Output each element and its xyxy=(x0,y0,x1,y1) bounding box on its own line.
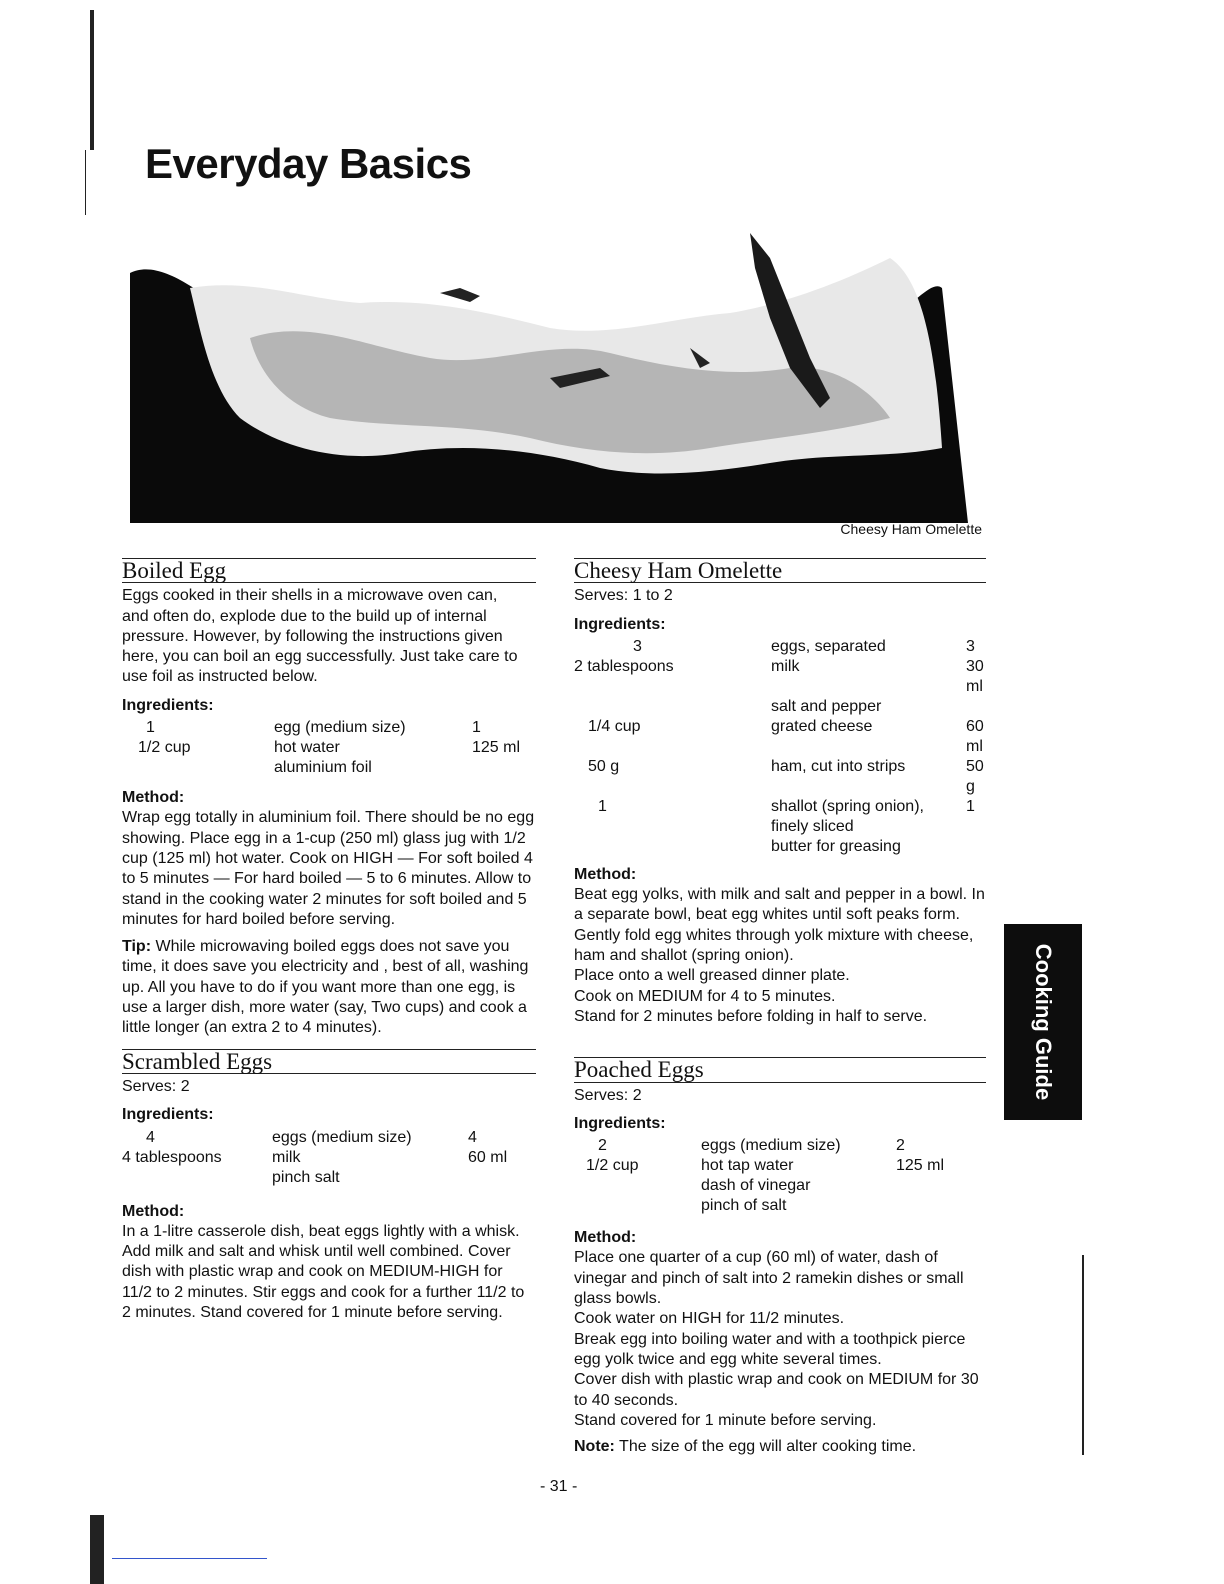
ingredient-row xyxy=(574,657,986,697)
boiled-egg-title: Boiled Egg xyxy=(122,558,227,583)
scan-edge-mark xyxy=(90,10,94,150)
ingredient-row xyxy=(574,1196,944,1216)
ingredient-qty: 1 xyxy=(598,797,607,815)
ingredient-qty: 1/2 cup xyxy=(586,1157,639,1175)
ingredient-row xyxy=(574,1156,944,1176)
ingredient-item: hot tap water xyxy=(701,1157,794,1175)
ingredient-qty xyxy=(574,1196,701,1216)
ingredient-row xyxy=(574,637,986,657)
scan-edge-mark xyxy=(85,150,86,215)
ingredient-metric xyxy=(966,837,986,857)
omelette-method-line: Beat egg yolks, with milk and salt and pepper in a bowl. In a separate bowl, beat egg whites until soft peaks form. Gently fold egg whites through yolk mixture with cheese, ham and shallot (spring onion). xyxy=(574,886,985,965)
ingredients-label: Ingredients: xyxy=(574,1114,666,1132)
ingredient-qty: 2 tablespoons xyxy=(574,657,674,675)
ingredient-qty: 1/4 cup xyxy=(588,717,641,735)
method-label: Method: xyxy=(122,1202,185,1220)
ingredient-row xyxy=(574,837,986,857)
method-label: Method: xyxy=(122,789,185,807)
ingredient-metric: 30 ml xyxy=(966,657,984,695)
poached-serves: Serves: 2 xyxy=(574,1086,642,1104)
ingredient-metric xyxy=(896,1176,944,1196)
ingredient-qty: 1 xyxy=(146,719,155,737)
ingredient-item: egg (medium size) xyxy=(274,719,406,737)
ingredient-qty xyxy=(122,758,274,778)
section-header xyxy=(122,1049,536,1074)
ingredient-row xyxy=(122,1128,507,1148)
ingredient-row xyxy=(122,1148,507,1168)
ingredient-item: shallot (spring onion), finely sliced xyxy=(771,797,924,835)
page-number: - 31 - xyxy=(540,1478,578,1495)
scrambled-eggs-title: Scrambled Eggs xyxy=(122,1048,273,1074)
poached-note xyxy=(574,1437,986,1457)
ingredient-qty: 2 xyxy=(598,1137,607,1155)
poached-eggs-title: Poached Eggs xyxy=(574,1057,704,1083)
photo-caption: Cheesy Ham Omelette xyxy=(840,521,982,537)
omelette-photo xyxy=(130,218,968,523)
poached-method-line: Cover dish with plastic wrap and cook on MEDIUM for 30 to 40 seconds. xyxy=(574,1371,979,1409)
ingredient-qty: 50 g xyxy=(588,757,620,775)
section-header xyxy=(574,1057,986,1082)
method-label: Method: xyxy=(574,865,637,883)
ingredient-item: milk xyxy=(272,1148,301,1166)
ingredient-item: pinch of salt xyxy=(701,1197,787,1215)
tip-text: While microwaving boiled eggs does not save you time, it does save you electricity and , best of all, washing up. All you have to do if you want more than one egg, is use a larger dish, more water (say, Two cups) and cook a little longer (an extra 2 to 4 minutes). xyxy=(122,938,529,1037)
ingredients-label: Ingredients: xyxy=(122,1106,214,1124)
ingredient-metric: 60 ml xyxy=(966,717,984,755)
omelette-serves: Serves: 1 to 2 xyxy=(574,587,673,605)
ingredient-item: milk xyxy=(771,657,800,675)
section-tab-label: Cooking Guide xyxy=(1031,943,1056,1101)
ingredient-metric: 1 xyxy=(966,797,975,815)
ingredient-metric: 50 g xyxy=(966,757,984,795)
section-header xyxy=(574,558,986,583)
ingredient-qty xyxy=(574,837,771,857)
ingredient-metric: 4 xyxy=(468,1128,477,1146)
ingredient-qty: 4 tablespoons xyxy=(122,1148,222,1166)
poached-method-line: Cook water on HIGH for 11/2 minutes. xyxy=(574,1310,845,1328)
boiled-egg-method: Wrap egg totally in aluminium foil. There should be no egg showing. Place egg in a 1-cup (250 ml) glass jug with 1/2 cup (125 ml) hot water. Cook on HIGH — For soft boiled 4 to 5 minutes — For hard boiled — 5 to 6 minutes. Allow to stand in the cooking water 2 minutes for soft boiled and 5 minutes for hard boiled before serving. xyxy=(122,809,535,928)
ingredient-metric xyxy=(472,758,520,778)
ingredient-row xyxy=(122,758,520,778)
scrambled-serves: Serves: 2 xyxy=(122,1077,190,1095)
ingredient-item: eggs (medium size) xyxy=(701,1137,841,1155)
footer-link-line xyxy=(112,1558,267,1559)
omelette-title: Cheesy Ham Omelette xyxy=(574,558,783,583)
poached-method-line: Break egg into boiling water and with a toothpick pierce egg yolk twice and egg white several times. xyxy=(574,1330,966,1368)
ingredient-metric: 125 ml xyxy=(896,1157,945,1175)
ingredient-item: pinch salt xyxy=(272,1168,340,1186)
scrambled-method: In a 1-litre casserole dish, beat eggs lightly with a whisk. Add milk and salt and whisk until well combined. Cover dish with plastic wrap and cook on MEDIUM-HIGH for 11/2 to 2 minutes. Stir eggs and cook for a further 11/2 to 2 minutes. Stand covered for 1 minute before serving. xyxy=(122,1222,525,1322)
ingredient-row xyxy=(574,797,986,837)
ingredient-metric: 125 ml xyxy=(472,739,521,757)
section-tab xyxy=(1004,924,1082,1120)
ingredient-metric: 60 ml xyxy=(468,1148,508,1166)
poached-method-line: Stand covered for 1 minute before serving. xyxy=(574,1411,877,1429)
ingredient-qty xyxy=(574,1176,701,1196)
note-label: Note: xyxy=(574,1438,615,1456)
poached-method-line: Place one quarter of a cup (60 ml) of water, dash of vinegar and pinch of salt into 2 ramekin dishes or small glass bowls. xyxy=(574,1249,964,1308)
ingredient-item: eggs, separated xyxy=(771,637,886,655)
ingredient-item: salt and pepper xyxy=(771,697,882,715)
right-column xyxy=(574,558,986,1457)
ingredient-metric xyxy=(468,1168,507,1188)
ingredient-item: aluminium foil xyxy=(274,759,372,777)
section-header xyxy=(122,558,536,583)
ingredient-metric: 3 xyxy=(966,637,975,655)
scan-edge-mark xyxy=(1082,1255,1084,1455)
ingredient-row xyxy=(574,717,986,757)
page-title: Everyday Basics xyxy=(145,140,472,187)
ingredient-qty: 3 xyxy=(633,637,642,655)
ingredient-item: eggs (medium size) xyxy=(272,1128,412,1146)
ingredient-row xyxy=(122,1168,507,1188)
ingredient-qty xyxy=(574,697,771,717)
scrambled-ingredients xyxy=(122,1128,507,1188)
poached-ingredients xyxy=(574,1136,944,1216)
boiled-egg-ingredients xyxy=(122,718,520,778)
ingredient-item: butter for greasing xyxy=(771,837,901,855)
ingredient-item: hot water xyxy=(274,739,340,757)
scan-edge-mark xyxy=(90,1515,104,1584)
omelette-method-line: Cook on MEDIUM for 4 to 5 minutes. xyxy=(574,987,836,1005)
method-label: Method: xyxy=(574,1229,637,1247)
ingredient-qty: 1/2 cup xyxy=(138,739,191,757)
tip-label: Tip: xyxy=(122,938,152,956)
boiled-egg-intro: Eggs cooked in their shells in a microwave oven can, and often do, explode due to the build up of internal pressure. However, by following the instructions given here, you can boil an egg successfully. Just take care to use foil as instructed below. xyxy=(122,587,518,686)
left-column xyxy=(122,558,536,1323)
ingredient-metric xyxy=(896,1196,944,1216)
ingredients-label: Ingredients: xyxy=(122,696,214,714)
ingredient-metric xyxy=(966,697,986,717)
note-text: The size of the egg will alter cooking time. xyxy=(619,1438,917,1456)
ingredient-metric: 2 xyxy=(896,1137,905,1155)
ingredient-item: ham, cut into strips xyxy=(771,757,906,775)
ingredients-label: Ingredients: xyxy=(574,615,666,633)
ingredient-row xyxy=(122,738,520,758)
boiled-egg-tip xyxy=(122,937,536,1038)
omelette-ingredients xyxy=(574,637,986,857)
omelette-method-line: Place onto a well greased dinner plate. xyxy=(574,967,850,985)
ingredient-row xyxy=(574,1176,944,1196)
ingredient-row xyxy=(574,1136,944,1156)
omelette-method-line: Stand for 2 minutes before folding in half to serve. xyxy=(574,1007,928,1025)
ingredient-item: grated cheese xyxy=(771,717,873,735)
ingredient-qty: 4 xyxy=(146,1128,155,1146)
ingredient-metric: 1 xyxy=(472,719,481,737)
ingredient-row xyxy=(574,697,986,717)
ingredient-row xyxy=(574,757,986,797)
ingredient-row xyxy=(122,718,520,738)
ingredient-qty xyxy=(122,1168,272,1188)
ingredient-item: dash of vinegar xyxy=(701,1177,811,1195)
